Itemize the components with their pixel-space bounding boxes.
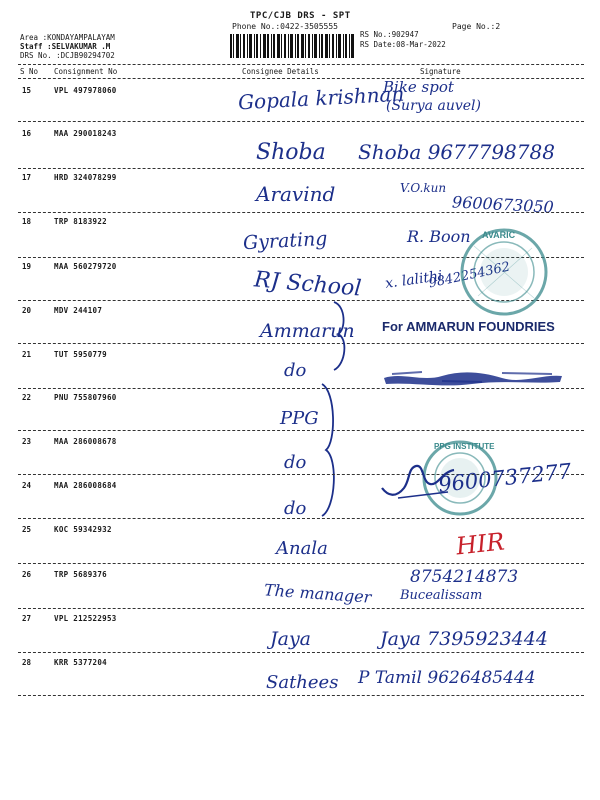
column-header-consignee: Consignee Details xyxy=(242,67,319,76)
header-divider xyxy=(18,64,584,65)
row-consignment-no: PNU 755807960 xyxy=(54,393,117,402)
row-signature-handwriting: P Tamil 9626485444 xyxy=(358,668,536,688)
row-signature-phone: 9600737277 xyxy=(437,459,573,497)
row-divider xyxy=(18,121,584,122)
row-sno: 22 xyxy=(22,393,32,402)
row-divider xyxy=(18,343,584,344)
row-sno: 15 xyxy=(22,86,32,95)
row-sno: 27 xyxy=(22,614,32,623)
row-consignment-no: HRD 324078299 xyxy=(54,173,117,182)
company-stamp-text: For AMMARUN FOUNDRIES xyxy=(382,319,555,334)
stamp-text: PPG INSTITUTE xyxy=(434,442,495,451)
row-signature-handwriting: V.O.kun xyxy=(400,181,447,195)
barcode-image xyxy=(230,34,354,58)
row-divider xyxy=(18,608,584,609)
row-consignee-handwriting: Anala xyxy=(276,538,328,559)
row-signature-phone: 8754214873 xyxy=(410,567,519,587)
row-sno: 16 xyxy=(22,129,32,138)
row-signature-handwriting: x. lalithi xyxy=(384,268,444,292)
row-consignment-no: TUT 5950779 xyxy=(54,350,107,359)
row-signature-handwriting: Bucealissam xyxy=(400,588,483,603)
row-divider xyxy=(18,518,584,519)
column-header-sno: S No xyxy=(20,67,39,76)
row-signature-handwriting: R. Boon xyxy=(407,227,471,246)
phone-number: Phone No.:0422-3505555 xyxy=(232,22,338,31)
row-sno: 19 xyxy=(22,262,32,271)
row-consignment-no: VPL 497978060 xyxy=(54,86,117,95)
row-sno: 28 xyxy=(22,658,32,667)
row-consignee-handwriting: Ammarun xyxy=(260,320,355,342)
row-consignee-handwriting: The manager xyxy=(263,580,372,607)
row-divider xyxy=(18,652,584,653)
area-field: Area :KONDAYAMPALAYAM xyxy=(20,33,115,42)
row-consignee-handwriting: RJ School xyxy=(253,267,363,302)
row-sno: 17 xyxy=(22,173,32,182)
column-header-signature: Signature xyxy=(420,67,461,76)
stamp-text: AVARIC xyxy=(482,230,516,240)
row-consignee-handwriting: do xyxy=(284,452,307,473)
row-divider xyxy=(18,563,584,564)
column-header-divider xyxy=(18,78,584,79)
page-number: Page No.:2 xyxy=(452,22,501,31)
row-consignee-handwriting: Jaya xyxy=(270,628,312,650)
row-consignment-no: KRR 5377204 xyxy=(54,658,107,667)
row-consignment-no: TRP 5689376 xyxy=(54,570,107,579)
row-divider xyxy=(18,212,584,213)
row-consignee-handwriting: Gyrating xyxy=(242,227,328,255)
bracket-mark xyxy=(330,300,354,372)
row-signature-handwriting: Bike spot xyxy=(383,78,454,96)
rs-number: RS No.:902947 xyxy=(360,30,419,39)
row-sno: 23 xyxy=(22,437,32,446)
row-consignment-no: MAA 560279720 xyxy=(54,262,117,271)
row-consignee-handwriting: do xyxy=(284,498,307,519)
circular-stamp xyxy=(458,226,550,318)
row-signature-note: (Surya auvel) xyxy=(386,98,481,114)
row-signature-phone: 9600673050 xyxy=(451,192,555,217)
row-signature-phone: 9842254362 xyxy=(427,259,512,292)
row-consignment-no: MAA 286008678 xyxy=(54,437,117,446)
staff-field: Staff :SELVAKUMAR .M xyxy=(20,42,111,51)
row-divider xyxy=(18,168,584,169)
column-header-consignment: Consignment No xyxy=(54,67,118,76)
row-consignee-handwriting: Shoba xyxy=(256,140,326,165)
row-sno: 20 xyxy=(22,306,32,315)
row-consignment-no: MDV 244107 xyxy=(54,306,103,315)
row-sno: 25 xyxy=(22,525,32,534)
row-consignment-no: VPL 212522953 xyxy=(54,614,117,623)
drs-number: DRS No. :DCJB90294702 xyxy=(20,51,115,60)
row-divider xyxy=(18,388,584,389)
row-consignment-no: TRP 8183922 xyxy=(54,217,107,226)
row-consignment-no: MAA 286008684 xyxy=(54,481,117,490)
row-consignee-handwriting: Aravind xyxy=(256,182,336,206)
bracket-mark xyxy=(318,382,344,518)
row-consignee-handwriting: Sathees xyxy=(266,672,339,693)
row-consignee-handwriting: PPG xyxy=(280,408,319,429)
row-signature-red-note: HIR xyxy=(454,527,506,561)
row-divider xyxy=(18,430,584,431)
row-signature-handwriting: Shoba 9677798788 xyxy=(358,140,555,164)
row-consignment-no: KOC 59342932 xyxy=(54,525,112,534)
row-divider xyxy=(18,695,584,696)
document-title: TPC/CJB DRS - SPT xyxy=(250,11,351,21)
row-consignee-handwriting: Gopala krishnan xyxy=(237,81,405,115)
row-signature-handwriting: Jaya 7395923444 xyxy=(380,628,548,650)
rs-date: RS Date:08-Mar-2022 xyxy=(360,40,446,49)
row-sno: 24 xyxy=(22,481,32,490)
row-consignment-no: MAA 290018243 xyxy=(54,129,117,138)
row-sno: 21 xyxy=(22,350,32,359)
signature-smudge xyxy=(382,366,564,388)
row-sno: 26 xyxy=(22,570,32,579)
row-consignee-handwriting: do xyxy=(284,360,307,381)
row-sno: 18 xyxy=(22,217,32,226)
